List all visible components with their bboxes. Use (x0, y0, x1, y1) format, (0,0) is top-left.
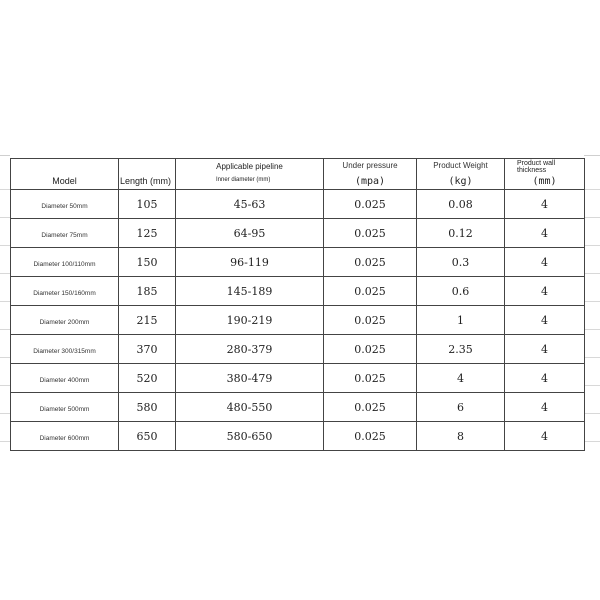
cell-model-text: Diameter 200mm (39, 319, 90, 326)
cell-model-text: Diameter 100/110mm (33, 261, 96, 268)
cell-wall-text: 4 (541, 198, 548, 211)
gridline (0, 329, 10, 330)
cell-model-text: Diameter 75mm (41, 232, 88, 239)
cell-model (11, 190, 119, 219)
gridline (584, 357, 600, 358)
cell-pipeline-text: 45-63 (233, 198, 266, 211)
gridline (584, 329, 600, 330)
cell-wall-text: 4 (541, 227, 548, 240)
gridline (584, 441, 600, 442)
cell-pressure-text: 0.025 (354, 314, 386, 327)
table-row (11, 190, 585, 219)
header-row (11, 159, 585, 190)
cell-pipeline-text: 145-189 (226, 285, 273, 298)
cell-length-text: 150 (136, 256, 158, 269)
cell-pipeline (176, 306, 324, 335)
cell-length (119, 393, 176, 422)
cell-pipeline-text: 580-650 (226, 430, 273, 443)
cell-wall-text: 4 (541, 372, 548, 385)
cell-length-text: 125 (136, 227, 158, 240)
cell-pressure (324, 248, 417, 277)
cell-length-text: 185 (136, 285, 158, 298)
cell-length (119, 422, 176, 451)
cell-pressure-text: 0.025 (354, 227, 386, 240)
cell-model-text: Diameter 600mm (39, 435, 90, 442)
cell-wall (505, 306, 585, 335)
cell-length (119, 364, 176, 393)
cell-model-text: Diameter 300/315mm (33, 348, 96, 355)
cell-weight (417, 393, 505, 422)
gridline (0, 189, 10, 190)
cell-length-text: 650 (136, 430, 158, 443)
gridline (0, 413, 10, 414)
cell-length-text: 370 (136, 343, 158, 356)
cell-weight-text: 4 (457, 372, 464, 385)
cell-pressure-text: 0.025 (354, 198, 386, 211)
header-wall: Product wall thickness (mm) (505, 159, 585, 190)
cell-pipeline-text: 280-379 (226, 343, 273, 356)
cell-pipeline (176, 364, 324, 393)
cell-pressure-text: 0.025 (354, 285, 386, 298)
header-pipeline: Applicable pipeline Inner diameter (mm) (176, 159, 324, 190)
table-row (11, 277, 585, 306)
cell-model (11, 422, 119, 451)
header-length: Length (mm) (119, 159, 176, 190)
gridline (0, 357, 10, 358)
cell-length-text: 580 (136, 401, 158, 414)
cell-pressure (324, 335, 417, 364)
cell-weight (417, 422, 505, 451)
cell-pipeline-text: 190-219 (226, 314, 273, 327)
spec-table (10, 158, 585, 451)
gridline (584, 189, 600, 190)
cell-weight-text: 0.6 (451, 285, 470, 298)
cell-weight (417, 306, 505, 335)
spreadsheet-area (0, 155, 600, 458)
cell-length (119, 306, 176, 335)
cell-model (11, 277, 119, 306)
cell-pipeline (176, 190, 324, 219)
cell-weight-text: 1 (457, 314, 464, 327)
cell-model (11, 306, 119, 335)
cell-weight-text: 8 (457, 430, 464, 443)
cell-weight (417, 277, 505, 306)
cell-pressure (324, 306, 417, 335)
cell-pipeline-text: 96-119 (230, 256, 269, 269)
cell-pressure (324, 190, 417, 219)
cell-pressure-text: 0.025 (354, 372, 386, 385)
gridline (584, 217, 600, 218)
cell-weight (417, 335, 505, 364)
cell-wall (505, 248, 585, 277)
gridline (0, 385, 10, 386)
cell-length-text: 105 (136, 198, 158, 211)
cell-wall-text: 4 (541, 256, 548, 269)
cell-pipeline (176, 219, 324, 248)
cell-model (11, 219, 119, 248)
cell-pipeline (176, 248, 324, 277)
cell-model-text: Diameter 50mm (41, 203, 88, 210)
gridline (584, 385, 600, 386)
cell-wall (505, 277, 585, 306)
gridline (0, 301, 10, 302)
cell-wall-text: 4 (541, 430, 548, 443)
cell-pipeline-text: 380-479 (226, 372, 273, 385)
cell-length (119, 277, 176, 306)
cell-pressure (324, 393, 417, 422)
header-weight: Product Weight (kg) (417, 159, 505, 190)
cell-length (119, 248, 176, 277)
cell-model (11, 364, 119, 393)
cell-wall (505, 190, 585, 219)
cell-wall (505, 219, 585, 248)
gridline (0, 273, 10, 274)
cell-model-text: Diameter 500mm (39, 406, 90, 413)
cell-length-text: 520 (136, 372, 158, 385)
gridline (584, 301, 600, 302)
cell-wall-text: 4 (541, 314, 548, 327)
cell-wall (505, 364, 585, 393)
grid-gutter-right (584, 155, 600, 459)
gridline (0, 441, 10, 442)
cell-pressure (324, 277, 417, 306)
cell-length (119, 335, 176, 364)
cell-weight-text: 0.12 (448, 227, 473, 240)
cell-weight-text: 6 (457, 401, 464, 414)
cell-pressure-text: 0.025 (354, 401, 386, 414)
grid-gutter-left (0, 155, 10, 459)
cell-wall-text: 4 (541, 343, 548, 356)
cell-model (11, 393, 119, 422)
cell-pressure (324, 364, 417, 393)
table-row (11, 364, 585, 393)
cell-pressure (324, 422, 417, 451)
table-row (11, 248, 585, 277)
cell-weight (417, 364, 505, 393)
cell-weight (417, 248, 505, 277)
table-row (11, 306, 585, 335)
cell-pressure-text: 0.025 (354, 343, 386, 356)
cell-model (11, 335, 119, 364)
table-row (11, 219, 585, 248)
cell-length (119, 190, 176, 219)
cell-weight-text: 0.3 (451, 256, 470, 269)
header-model: Model (11, 159, 119, 190)
table-row (11, 422, 585, 451)
cell-length (119, 219, 176, 248)
cell-wall (505, 422, 585, 451)
gridline (584, 245, 600, 246)
header-pressure: Under pressure (mpa) (324, 159, 417, 190)
cell-weight-text: 2.35 (448, 343, 473, 356)
cell-weight (417, 190, 505, 219)
gridline (584, 413, 600, 414)
cell-pressure-text: 0.025 (354, 256, 386, 269)
cell-model (11, 248, 119, 277)
cell-weight (417, 219, 505, 248)
cell-wall-text: 4 (541, 285, 548, 298)
cell-pressure (324, 219, 417, 248)
cell-pipeline-text: 64-95 (233, 227, 266, 240)
cell-model-text: Diameter 400mm (39, 377, 90, 384)
cell-pipeline (176, 335, 324, 364)
cell-pipeline (176, 393, 324, 422)
cell-wall-text: 4 (541, 401, 548, 414)
cell-length-text: 215 (136, 314, 158, 327)
cell-pressure-text: 0.025 (354, 430, 386, 443)
cell-pipeline (176, 277, 324, 306)
cell-wall (505, 393, 585, 422)
cell-weight-text: 0.08 (448, 198, 473, 211)
cell-wall (505, 335, 585, 364)
table-row (11, 335, 585, 364)
gridline (0, 245, 10, 246)
cell-pipeline-text: 480-550 (226, 401, 273, 414)
gridline (584, 273, 600, 274)
table-row (11, 393, 585, 422)
cell-pipeline (176, 422, 324, 451)
cell-model-text: Diameter 150/160mm (33, 290, 96, 297)
gridline (0, 217, 10, 218)
